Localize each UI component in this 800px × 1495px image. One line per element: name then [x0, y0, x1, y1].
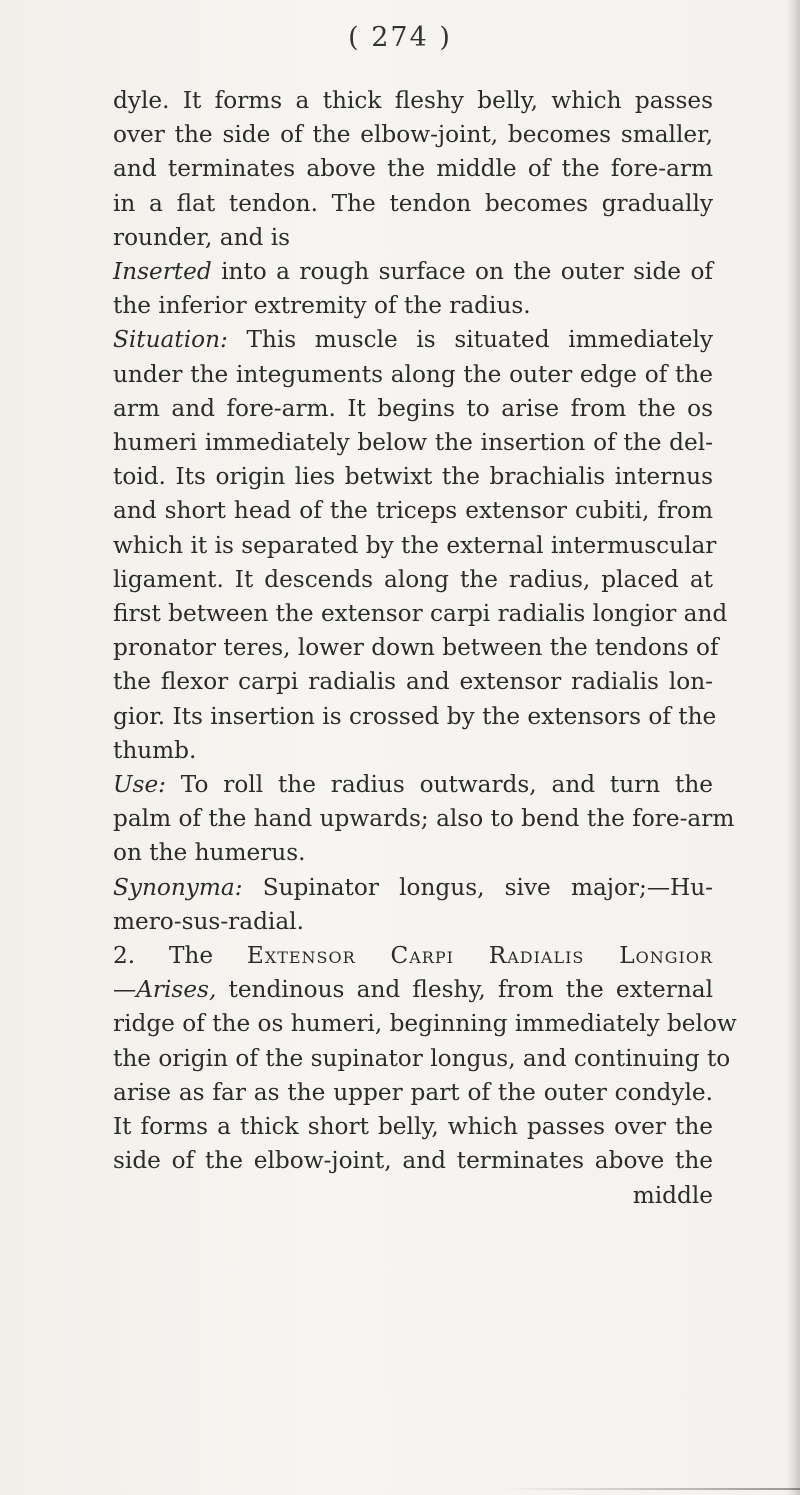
- arises-line: [113, 973, 713, 1007]
- text-line: and short head of the triceps extensor cubiti, from: [113, 497, 713, 525]
- text-line: in a flat tendon. The tendon becomes gradually: [113, 189, 713, 217]
- catchword: middle: [632, 1181, 713, 1209]
- text-line: rounder, and is: [113, 223, 291, 251]
- text-line: the flexor carpi radialis and extensor radialis lon-: [113, 668, 713, 696]
- arises-label: Arises,: [136, 976, 217, 1004]
- text-line: arm and fore-arm. It begins to arise from the os: [113, 394, 713, 422]
- text-line: the inferior extremity of the radius.: [113, 292, 531, 320]
- page-number: ( 274 ): [348, 22, 452, 53]
- inserted-text: into a rough surface on the outer side of: [211, 258, 713, 286]
- text-line: the origin of the supinator longus, and continuing to: [113, 1044, 731, 1072]
- situation-text: This muscle is situated immediately: [227, 326, 713, 354]
- text-line: gior. Its insertion is crossed by the extensors of the: [113, 702, 717, 730]
- synonyma-text: Supinator longus, sive major;—Hu-: [242, 873, 713, 901]
- text-line: mero-sus-radial.: [113, 907, 304, 935]
- arises-text: tendinous and fleshy, from the external: [216, 976, 713, 1004]
- text-line: humeri immediately below the insertion of the del-: [113, 429, 713, 457]
- situation-line: [113, 323, 713, 357]
- synonyma-line: [113, 871, 713, 905]
- use-text: To roll the radius outwards, and turn the: [165, 771, 713, 799]
- text-line: ridge of the os humeri, beginning immediately below: [113, 1010, 737, 1038]
- text-line: toid. Its origin lies betwixt the brachialis internus: [113, 463, 713, 491]
- inserted-label: Inserted: [113, 258, 212, 286]
- text-line: palm of the hand upwards; also to bend the fore-arm: [113, 805, 735, 833]
- text-line: arise as far as the upper part of the outer condyle.: [113, 1078, 713, 1106]
- use-line: [113, 768, 713, 802]
- body-text: [113, 84, 737, 1213]
- text-line: on the humerus.: [113, 839, 306, 867]
- page-edge-shadow: [786, 0, 800, 1495]
- inserted-line: [113, 255, 713, 289]
- text-line: first between the extensor carpi radialis longior and: [113, 600, 728, 628]
- muscle-heading: Extensor Carpi Radialis Longior: [246, 942, 713, 970]
- text-line: ligament. It descends along the radius, placed at: [113, 565, 713, 593]
- dash: —: [113, 976, 137, 1004]
- synonyma-label: Synonyma:: [113, 873, 243, 901]
- extensor-heading-line: [113, 939, 713, 973]
- text-line: which it is separated by the external intermuscular: [113, 531, 717, 559]
- text-line: side of the elbow-joint, and terminates above the: [113, 1147, 713, 1175]
- text-line: over the side of the elbow-joint, becomes smaller,: [113, 121, 713, 149]
- text-line: dyle. It forms a thick fleshy belly, which passes: [113, 87, 713, 114]
- text-line: and terminates above the middle of the fore-arm: [113, 155, 713, 183]
- page-bottom-edge: [500, 1488, 800, 1490]
- text-line: It forms a thick short belly, which passes over the: [113, 1113, 713, 1141]
- text-line: under the integuments along the outer edge of the: [113, 360, 713, 388]
- text-line: pronator teres, lower down between the tendons of: [113, 634, 719, 662]
- use-label: Use:: [113, 771, 166, 799]
- situation-label: Situation:: [113, 326, 228, 354]
- text-line: thumb.: [113, 736, 197, 764]
- section-number: 2. The: [113, 942, 247, 970]
